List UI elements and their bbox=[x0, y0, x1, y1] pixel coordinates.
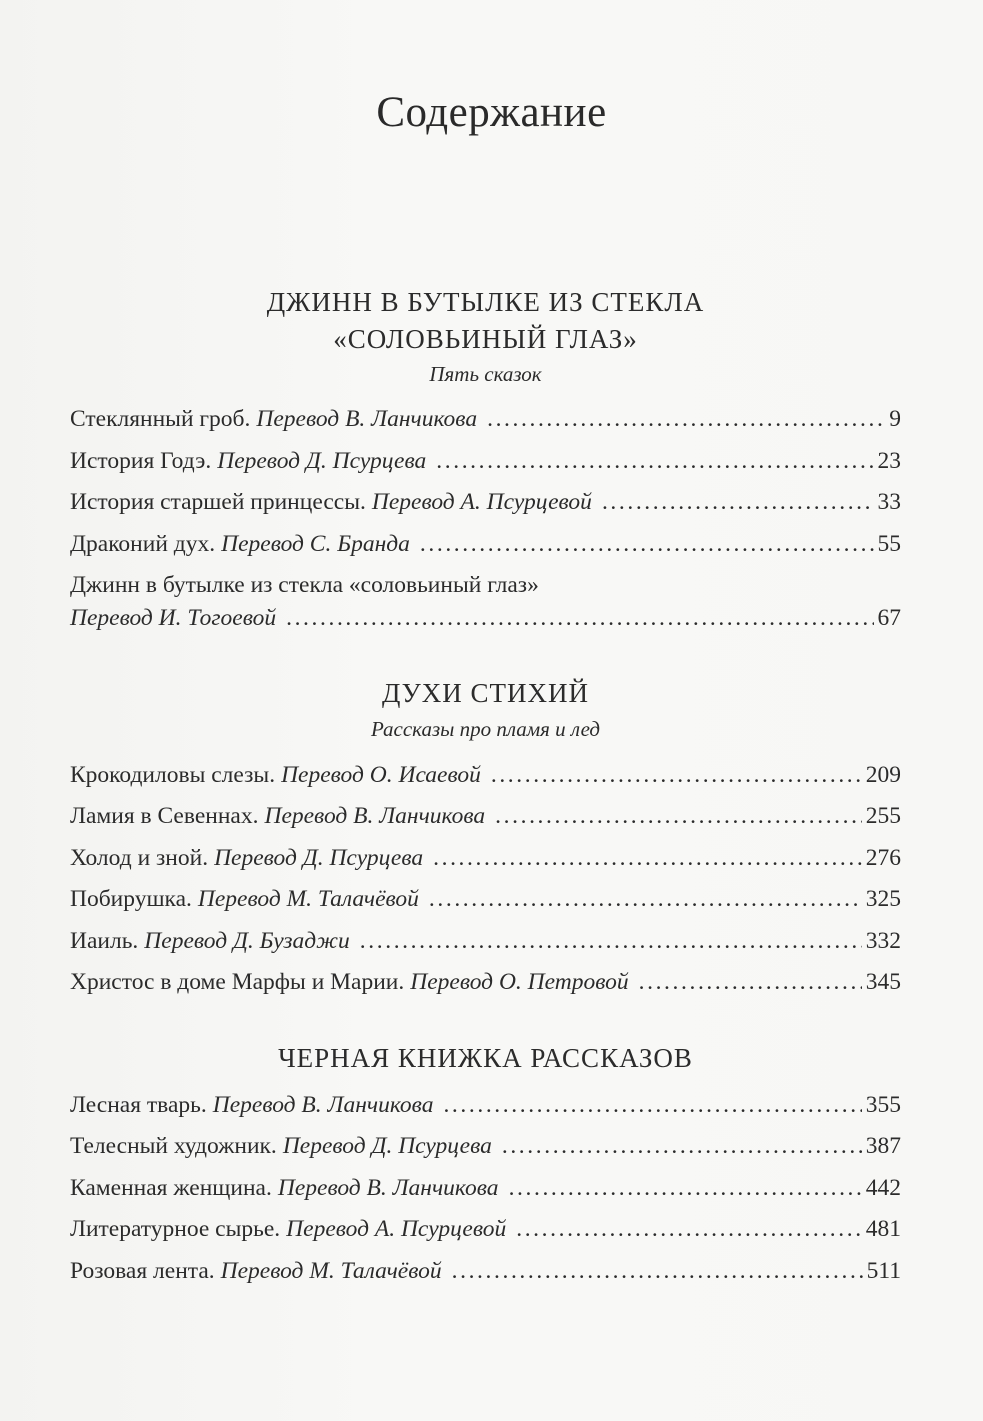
entry-translator: Перевод Д. Псурцева bbox=[217, 448, 427, 474]
dot-leader bbox=[443, 1094, 861, 1118]
dot-leader bbox=[429, 888, 862, 912]
section-title: ДЖИНН В БУТЫЛКЕ ИЗ СТЕКЛА bbox=[266, 287, 705, 317]
dot-leader bbox=[487, 408, 885, 432]
toc-entry[interactable] bbox=[70, 1177, 901, 1201]
dot-leader bbox=[502, 1135, 862, 1159]
entry-page-number: 67 bbox=[877, 605, 901, 631]
entry-page-number: 255 bbox=[865, 803, 901, 829]
entry-title: История старшей принцессы. bbox=[70, 489, 366, 515]
entry-title: История Годэ. bbox=[70, 448, 212, 474]
entry-title: Иаиль. bbox=[70, 928, 139, 954]
entry-translator: Перевод Д. Псурцева bbox=[282, 1133, 492, 1159]
entry-title: Христос в доме Марфы и Марии. bbox=[70, 969, 405, 995]
entry-page-number: 276 bbox=[865, 845, 901, 871]
section-subtitle: Пять сказок bbox=[429, 362, 542, 386]
dot-leader bbox=[509, 1177, 862, 1201]
dot-leader bbox=[452, 1260, 863, 1284]
dot-leader bbox=[433, 847, 862, 871]
entry-page-number: 55 bbox=[877, 531, 901, 557]
entry-title: Лесная тварь. bbox=[70, 1092, 207, 1118]
toc-entry[interactable] bbox=[70, 847, 901, 871]
page-title: Содержание bbox=[376, 89, 607, 136]
entry-translator: Перевод О. Петровой bbox=[410, 969, 629, 995]
entry-translator: Перевод М. Талачёвой bbox=[220, 1258, 442, 1284]
entry-translator: Перевод И. Тогоевой bbox=[70, 605, 277, 631]
entry-title: Литературное сырье. bbox=[70, 1216, 281, 1242]
entry-page-number: 332 bbox=[865, 928, 901, 954]
entry-page-number: 387 bbox=[865, 1133, 901, 1159]
section-title: «СОЛОВЬИНЫЙ ГЛАЗ» bbox=[333, 324, 638, 354]
toc-entry[interactable] bbox=[70, 408, 901, 432]
toc-entry[interactable] bbox=[70, 888, 901, 912]
entry-translator: Перевод В. Ланчикова bbox=[264, 803, 486, 829]
toc-entry[interactable] bbox=[70, 607, 901, 631]
entry-translator: Перевод Д. Бузаджи bbox=[144, 928, 350, 954]
entry-page-number: 23 bbox=[877, 448, 901, 474]
toc-entry[interactable] bbox=[70, 930, 901, 954]
toc-entry[interactable] bbox=[70, 1135, 901, 1159]
entry-page-number: 9 bbox=[889, 406, 901, 432]
entry-page-number: 355 bbox=[865, 1092, 901, 1118]
entry-title: Драконий дух. bbox=[70, 531, 216, 557]
entry-page-number: 325 bbox=[865, 886, 901, 912]
dot-leader bbox=[420, 533, 874, 557]
entry-title[interactable]: Джинн в бутылке из стекла «соловьиный глаз» bbox=[70, 572, 539, 598]
entry-translator: Перевод В. Ланчикова bbox=[256, 406, 478, 432]
toc-entry[interactable] bbox=[70, 971, 901, 995]
toc-entry[interactable] bbox=[70, 1260, 901, 1284]
entry-translator: Перевод Д. Псурцева bbox=[214, 845, 424, 871]
entry-translator: Перевод В. Ланчикова bbox=[212, 1092, 434, 1118]
toc-entry[interactable] bbox=[70, 1094, 901, 1118]
entry-translator: Перевод О. Исаевой bbox=[281, 762, 481, 788]
toc-entry[interactable] bbox=[70, 764, 901, 788]
dot-leader bbox=[602, 491, 874, 515]
entry-translator: Перевод М. Талачёвой bbox=[197, 886, 419, 912]
dot-leader bbox=[491, 764, 862, 788]
entry-title: Стеклянный гроб. bbox=[70, 406, 251, 432]
entry-title: Крокодиловы слезы. bbox=[70, 762, 276, 788]
entry-page-number: 511 bbox=[866, 1258, 901, 1284]
entry-page-number: 209 bbox=[865, 762, 901, 788]
entry-translator: Перевод С. Бранда bbox=[221, 531, 410, 557]
toc-entry[interactable] bbox=[70, 805, 901, 829]
section-subtitle: Рассказы про пламя и лед bbox=[370, 717, 601, 741]
toc-entry[interactable] bbox=[70, 1218, 901, 1242]
toc-entry[interactable] bbox=[70, 533, 901, 557]
toc-entry[interactable] bbox=[70, 450, 901, 474]
entry-title: Побирушка. bbox=[70, 886, 192, 912]
dot-leader bbox=[286, 607, 873, 631]
entry-page-number: 345 bbox=[865, 969, 901, 995]
entry-title: Телесный художник. bbox=[70, 1133, 277, 1159]
entry-page-number: 33 bbox=[877, 489, 901, 515]
dot-leader bbox=[516, 1218, 862, 1242]
entry-translator: Перевод А. Псурцевой bbox=[371, 489, 592, 515]
entry-translator: Перевод В. Ланчикова bbox=[277, 1175, 499, 1201]
section-title: ДУХИ СТИХИЙ bbox=[381, 678, 590, 708]
entry-title: Розовая лента. bbox=[70, 1258, 215, 1284]
section-title: ЧЕРНАЯ КНИЖКА РАССКАЗОВ bbox=[278, 1043, 693, 1073]
entry-translator: Перевод А. Псурцевой bbox=[286, 1216, 507, 1242]
dot-leader bbox=[639, 971, 862, 995]
dot-leader bbox=[436, 450, 873, 474]
dot-leader bbox=[495, 805, 862, 829]
entry-title: Каменная женщина. bbox=[70, 1175, 272, 1201]
entry-page-number: 442 bbox=[865, 1175, 901, 1201]
entry-title: Ламия в Севеннах. bbox=[70, 803, 259, 829]
dot-leader bbox=[360, 930, 862, 954]
toc-entry[interactable] bbox=[70, 491, 901, 515]
entry-page-number: 481 bbox=[865, 1216, 901, 1242]
entry-title: Холод и зной. bbox=[70, 845, 209, 871]
